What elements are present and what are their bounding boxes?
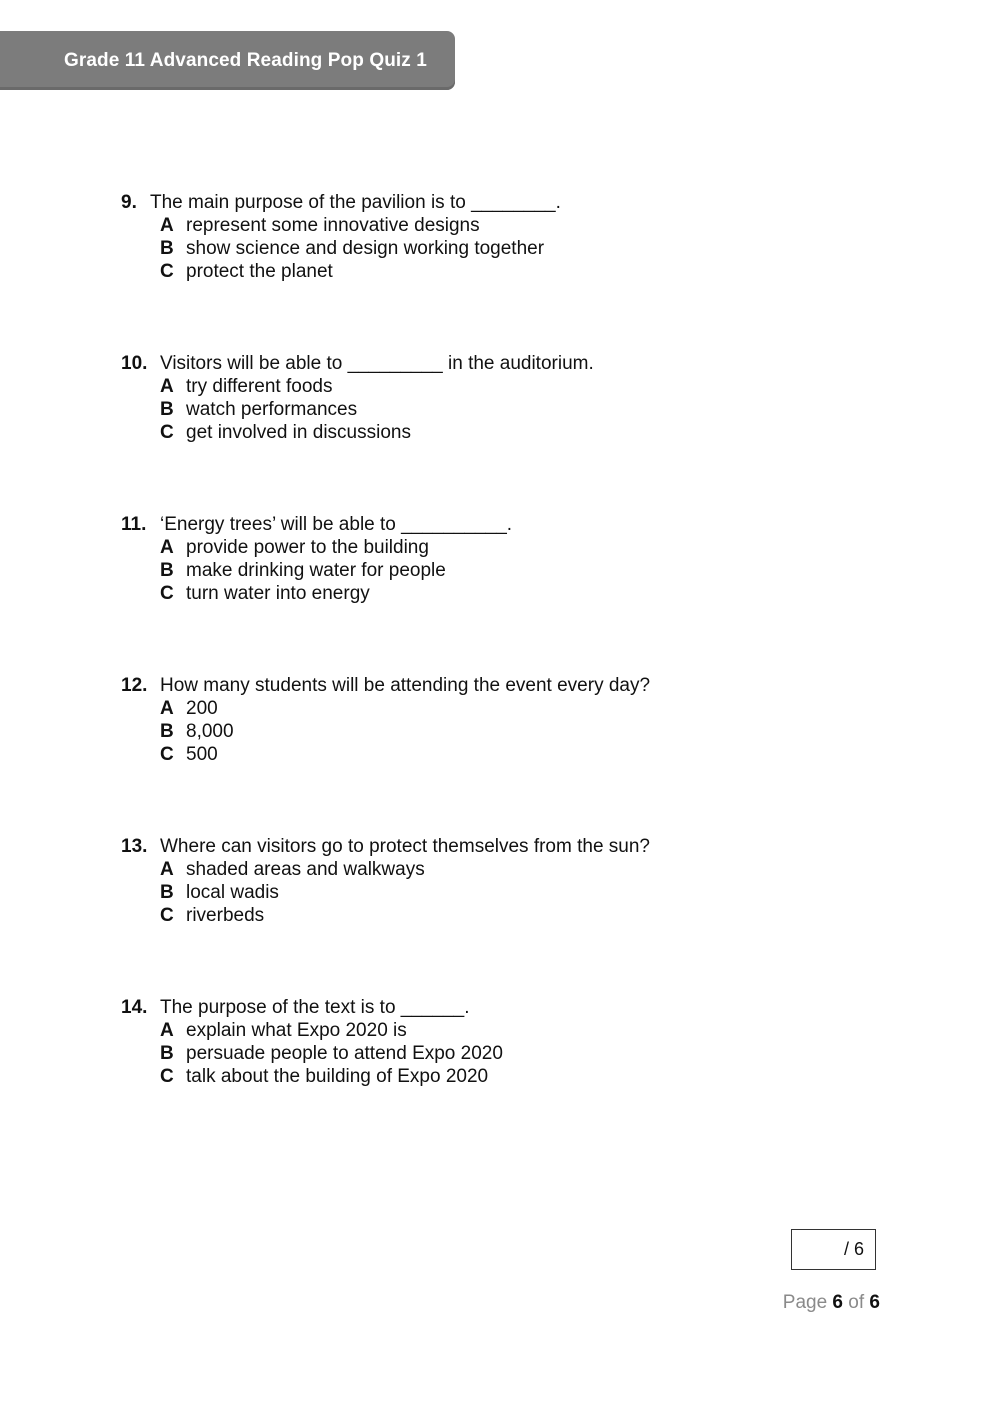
question-12 — [121, 674, 650, 766]
option-a[interactable]: A shaded areas and walkways — [160, 859, 425, 880]
option-b[interactable]: B make drinking water for people — [160, 560, 446, 581]
question-14 — [121, 996, 503, 1088]
total-pages: 6 — [869, 1292, 880, 1313]
option-a[interactable]: A 200 — [160, 698, 218, 719]
option-c[interactable]: C riverbeds — [160, 905, 265, 926]
question-number: 11. — [121, 514, 147, 535]
question-9 — [121, 191, 561, 283]
question-13 — [121, 835, 650, 927]
question-text: How many students will be attending the event every day? — [160, 675, 651, 696]
question-text: Where can visitors go to protect themselves from the sun? — [160, 836, 650, 857]
option-c[interactable]: C talk about the building of Expo 2020 — [160, 1066, 489, 1087]
option-b[interactable]: B show science and design working together — [160, 238, 545, 259]
page-number: Page 6 of 6 — [782, 1292, 880, 1313]
score-box[interactable] — [791, 1229, 876, 1270]
question-number: 12. — [121, 675, 148, 696]
question-text: The purpose of the text is to ______. — [160, 997, 470, 1018]
question-number: 14. — [121, 997, 148, 1018]
option-c[interactable]: C turn water into energy — [160, 583, 370, 604]
option-a[interactable]: A provide power to the building — [160, 537, 429, 558]
option-a[interactable]: A explain what Expo 2020 is — [160, 1020, 407, 1041]
option-b[interactable]: B local wadis — [160, 882, 279, 903]
option-a[interactable]: A represent some innovative designs — [160, 215, 480, 236]
option-c[interactable]: C protect the planet — [160, 261, 333, 282]
option-b[interactable]: B watch performances — [160, 399, 358, 420]
current-page: 6 — [832, 1292, 843, 1313]
header-tab — [0, 31, 455, 90]
option-a[interactable]: A try different foods — [160, 376, 333, 397]
question-11 — [121, 513, 512, 605]
question-10 — [121, 352, 594, 444]
question-text: Visitors will be able to _________ in the auditorium. — [160, 353, 594, 374]
option-b[interactable]: B 8,000 — [160, 721, 234, 742]
question-number: 13. — [121, 836, 148, 857]
option-b[interactable]: B persuade people to attend Expo 2020 — [160, 1043, 503, 1064]
option-c[interactable]: C get involved in discussions — [160, 422, 411, 443]
quiz-title: Grade 11 Advanced Reading Pop Quiz 1 — [64, 50, 427, 71]
option-c[interactable]: C 500 — [160, 744, 218, 765]
question-number: 10. — [121, 353, 148, 374]
question-text: The main purpose of the pavilion is to ________. — [150, 192, 561, 213]
question-text: ‘Energy trees’ will be able to __________. — [160, 514, 513, 535]
question-number: 9. — [121, 192, 137, 213]
score-label: / 6 — [843, 1239, 864, 1259]
